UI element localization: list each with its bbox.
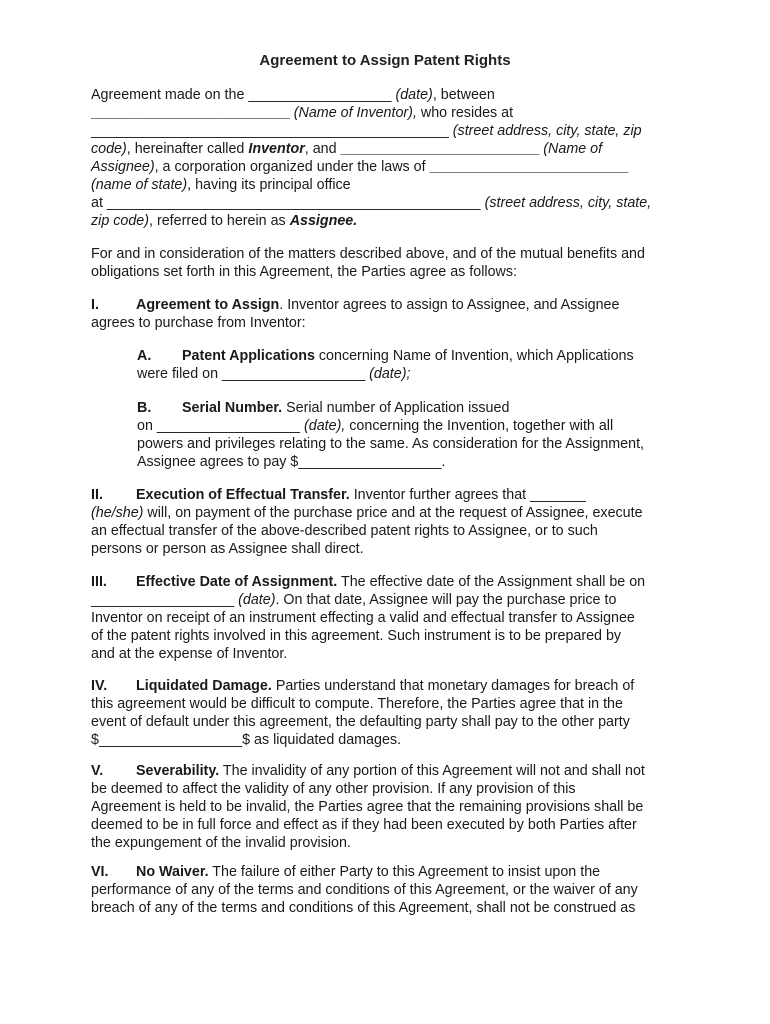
text: (Name of Inventor), [289, 105, 417, 121]
text: The invalidity of any portion of this Agreement will not and shall not [219, 763, 645, 779]
text: code) [91, 141, 127, 157]
section-1b [137, 399, 681, 471]
text: Agreement made on the __________________ [91, 87, 396, 103]
text-line: obligations set forth in this Agreement, the Parties agree as follows: [91, 264, 517, 280]
text-line: For and in consideration of the matters described above, and of the mutual benefits and [91, 246, 645, 262]
section-number: II. [91, 487, 103, 503]
text-line: Assignee agrees to pay $__________________. [137, 454, 446, 470]
text: , a corporation organized under the laws of [154, 159, 430, 175]
text: . On that date, Assignee will pay the purchase price to [275, 592, 617, 608]
section-4 [91, 677, 681, 749]
blank-line: _________________________ [429, 159, 629, 175]
text: . [147, 348, 152, 364]
document-title: Agreement to Assign Patent Rights [259, 52, 511, 69]
text: zip code) [91, 213, 150, 229]
intro-line [91, 158, 681, 176]
text-line: agrees to purchase from Inventor: [91, 315, 306, 331]
text-line: deemed to be in full force and effect as if they had been executed by both Parties after [91, 817, 637, 833]
section-heading: Effective Date of Assignment. [136, 574, 338, 590]
section-3 [91, 573, 681, 663]
subsection-number: B. [137, 400, 152, 416]
intro-line [91, 104, 681, 122]
intro-line [91, 194, 681, 212]
section-2 [91, 486, 681, 558]
text: (date) [238, 592, 276, 608]
text: Parties understand that monetary damages for breach of [271, 678, 635, 694]
text-line: event of default under this agreement, the defaulting party shall pay to the other party [91, 714, 630, 730]
text: will, on payment of the purchase price and at the request of Assignee, execute [143, 505, 643, 521]
text: Inventor further agrees that _______ [349, 487, 586, 503]
text-line: of the patent rights involved in this agreement. Such instrument is to be prepared by [91, 628, 622, 644]
text-line: the expungement of the invalid provision. [91, 835, 351, 851]
text-line: breach of any of the terms and conditions of this Agreement, shall not be construed as [91, 900, 636, 916]
text-line: $__________________$ as liquidated damages. [91, 732, 402, 748]
text-line: this agreement would be difficult to compute. Therefore, the Parties agree that in the [91, 696, 623, 712]
subsection-heading: Patent Applications [182, 348, 315, 364]
inventor-term: Inventor [248, 141, 305, 157]
section-number: I. [91, 297, 99, 313]
section-1a [137, 347, 681, 383]
intro-line [91, 212, 681, 230]
text: , referred to herein as [149, 213, 290, 229]
section-heading: Execution of Effectual Transfer. [136, 487, 350, 503]
text: (date); [369, 366, 411, 382]
text: on __________________ [137, 418, 304, 434]
text: , between [432, 87, 495, 103]
text: concerning the Invention, together with all [345, 418, 614, 434]
text-line: Inventor on receipt of an instrument effecting a valid and effectual transfer to Assignee [91, 610, 635, 626]
text: , hereinafter called [126, 141, 249, 157]
text-line: be deemed to affect the validity of any other provision. If any provision of this [91, 781, 576, 797]
text: The effective date of the Assignment shall be on [337, 574, 646, 590]
subsection-heading: Serial Number. [182, 400, 283, 416]
text-line: performance of any of the terms and conditions of this Agreement, or the waiver of any [91, 882, 638, 898]
intro-line [91, 176, 681, 194]
text: (he/she) [91, 505, 144, 521]
intro-line [91, 86, 681, 104]
intro-paragraph [91, 86, 681, 230]
text: (date) [395, 87, 433, 103]
text: Assignee) [91, 159, 155, 175]
section-5 [91, 762, 681, 852]
blank-line: _________________________ [340, 141, 540, 157]
section-heading: Severability. [136, 763, 220, 779]
section-1 [91, 296, 681, 332]
text: (Name of [539, 141, 603, 157]
text-line: and at the expense of Inventor. [91, 646, 288, 662]
section-number: IV. [91, 678, 108, 694]
subsection-number: A [137, 348, 148, 364]
text: (street address, city, state, zip [452, 123, 642, 139]
section-number: VI. [91, 864, 109, 880]
text: concerning Name of Invention, which Applications [314, 348, 634, 364]
text: , and [304, 141, 341, 157]
text: _____________________________________________ [91, 123, 453, 139]
text: were filed on __________________ [137, 366, 370, 382]
section-heading: Liquidated Damage. [136, 678, 272, 694]
blank-line: _________________________ [91, 105, 290, 121]
text: , having its principal office [187, 177, 351, 193]
section-heading: Agreement to Assign [136, 297, 280, 313]
text-line: powers and privileges relating to the same. As consideration for the Assignment, [137, 436, 645, 452]
text: The failure of either Party to this Agreement to insist upon the [208, 864, 601, 880]
text: (street address, city, state, [484, 195, 652, 211]
text-line: an effectual transfer of the above-described patent rights to Assignee, or to such [91, 523, 598, 539]
section-6 [91, 863, 681, 917]
text: Serial number of Application issued [282, 400, 510, 416]
consideration-paragraph [91, 245, 681, 281]
section-heading: No Waiver. [136, 864, 209, 880]
text: (date), [303, 418, 346, 434]
text: . Inventor agrees to assign to Assignee, and Assignee [279, 297, 620, 313]
text-line: persons or person as Assignee shall direct. [91, 541, 364, 557]
section-number: III. [91, 574, 107, 590]
text: who resides at [416, 105, 514, 121]
intro-line [91, 122, 681, 140]
intro-line [91, 140, 681, 158]
assignee-term: Assignee. [289, 213, 358, 229]
text-line: Agreement is held to be invalid, the Parties agree that the remaining provisions shall be [91, 799, 644, 815]
text: at _______________________________________________ [91, 195, 485, 211]
text: (name of state) [91, 177, 188, 193]
text: __________________ [91, 592, 239, 608]
section-number: V. [91, 763, 104, 779]
